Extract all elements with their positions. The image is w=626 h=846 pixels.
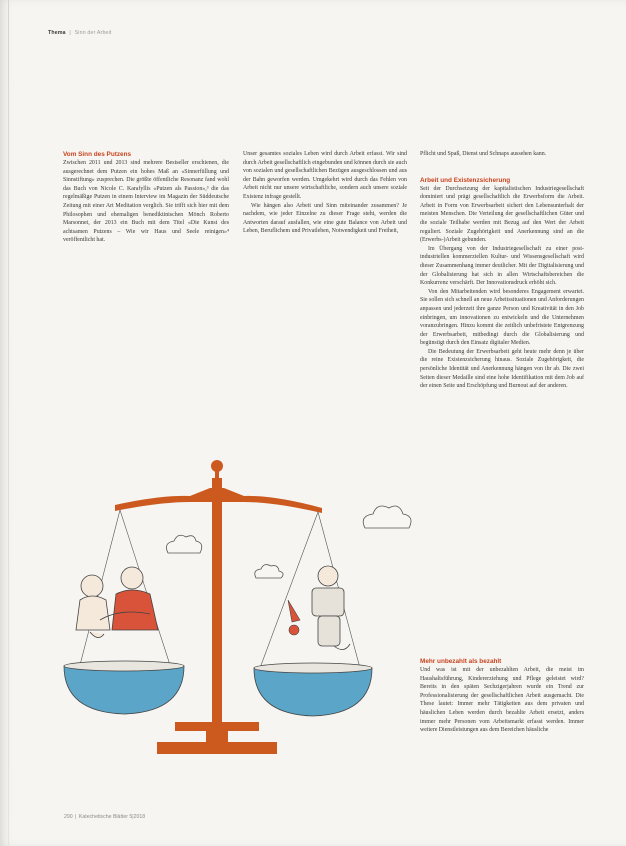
header-theme: Thema	[48, 30, 66, 36]
text-column-3	[420, 150, 584, 391]
paragraph: Zwischen 2011 und 2013 sind mehrere Bestseller erschienen, die ausgerechnet dem Putzen ein hohes Maß an «Sinnerfüllung und Sinnstiftung» zusprechen. Die größte öffentliche Resonanz fand wohl das Buch von Nicole C. Karafyllis «Putzen als Passion»,³ die das regelmäßige Putzen in einem Interview im Magazin der Süddeutsche Zeitung mit einer Art Meditation verglich. Sie trifft sich hier mit dem Philosophen und ehemaligen benediktinischen Mönch Roberto Marsonnet, der 2013 ein Buch mit dem Titel «Die Kunst des achtsamen Putzens – Wie wir Haus und Seele reinigen»⁴ veröffentlicht hat.	[63, 160, 229, 244]
section-heading-unbezahlt: Mehr unbezahlt als bezahlt	[420, 658, 502, 665]
left-scale-bowl	[64, 666, 184, 714]
right-scale-bowl	[254, 668, 372, 716]
scale-pillar	[157, 478, 277, 754]
cloud-icon	[166, 535, 201, 553]
section-heading-existenz: Arbeit und Existenzsicherung	[420, 176, 511, 184]
text-column-3-lower	[420, 657, 584, 735]
paragraph: Pflicht und Spaß, Dienst und Schnaps aussehen kann.	[420, 151, 547, 157]
page-number: 290	[64, 814, 73, 820]
paragraph: Unser gesamtes soziales Leben wird durch Arbeit erfasst. Wir sind durch Arbeit gesellschaftlich eingebunden und können durch sie auch von sozialen und gesellschaftlichen Bezügen ausgeschlossen und aus der Bahn geworfen werden. Umgekehrt wird durch das Fehlen von Arbeit nicht nur unsere wirtschaftliche, sondern auch unsere soziale Existenz infrage gestellt.	[243, 151, 407, 200]
page-footer	[64, 814, 145, 820]
balance-scale-illustration	[60, 450, 420, 795]
cloud-icon	[363, 506, 411, 528]
paragraph: Wie hängen also Arbeit und Sinn miteinander zusammen? Je nachdem, wie jeder Einzelne zu dieser Frage steht, werden die Antworten darauf ausfallen, wie eine gute Balance von Arbeit und Leben, Beruflichem und Privatleben, Notwendigkeit und Freiheit,	[243, 202, 407, 235]
text-column-2	[243, 150, 407, 236]
page-header	[48, 30, 112, 36]
paragraph: Und was ist mit der unbezahlten Arbeit, die meist im Haushaltsführung, Kindererziehung und Pflege geleistet wird? Bereits in den späten Sechzigerjahren wurde ein Trend zur Professionalisierung der gesellschaftlichen Arbeit ausgemacht. Die These lautet: Immer mehr Tätigkeiten aus dem privaten und häuslichen Leben werden durch bezahlte Arbeit ersetzt, anders immer mehr Personen vom Arbeitsmarkt erfasst werden. Immer weitere Dienstleistungen aus dem Bereichen häusliche	[420, 667, 584, 734]
left-figures	[76, 567, 158, 638]
publication-name: Katechetische Blätter 5|2018	[78, 814, 146, 820]
header-separator: |	[69, 30, 71, 36]
page-fold-line	[8, 0, 9, 846]
paragraph: Seit der Durchsetzung der kapitalistischen Industriegesellschaft dominiert und prägt gesellschaftlich die Erwerbsform die Arbeit. Arbeit in Form von Erwerbsarbeit sichert den Lebensunterhalt der meisten Menschen. Die Verteilung der gesellschaftlichen Güter und die soziale Teilhabe werden mit Bezug auf den Wert der Arbeit reguliert. Soziale Zugehörigkeit und Anerkennung sind an die (Erwerbs-)Arbeit gebunden.	[420, 185, 584, 244]
paragraph: Die Bedeutung der Erwerbsarbeit geht heute mehr denn je über die reine Existenzsicherung hinaus. Soziale Zugehörigkeit, die persönliche Identität und Anerkennung hängen von ihr ab. Die zwei Seiten dieser Medaille sind eine hohe Identifikation mit dem Job auf der einen Seite und Erschöpfung und Burnout auf der anderen.	[420, 348, 584, 390]
right-figures	[288, 566, 350, 650]
paragraph: Im Übergang von der Industriegesellschaft zu einer post-industriellen kommerziellen Kultur- und Wissensgesellschaft wird dieser Zusammenhang immer deutlicher. Mit der Digitalisierung und der Globalisierung hat sich in allen Wirtschaftsbereichen die Konkurrenz verschärft. Der Innovationsdruck erhöht sich.	[420, 245, 584, 287]
right-pan-strings	[260, 512, 360, 668]
cloud-icon	[255, 565, 283, 578]
section-heading-putzen: Vom Sinn des Putzens	[63, 151, 132, 158]
paragraph: Von den Mitarbeitenden wird besonderes Engagement erwartet. Sie sollen sich schnell an neue Arbeitssituationen und Anforderungen anpassen und jederzeit ihre ganze Person und Kreativität in den Job einbringen, um innovationen zu entwickeln und die Unternehmen voranzubringen. Hinzu kommt die zeitlich unbefristete Entgrenzung der Erwerbsarbeit, mitbedingt durch die Globalisierung und begünstigt durch den Einsatz digitaler Medien.	[420, 288, 584, 347]
header-topic: Sinn der Arbeit	[74, 30, 112, 36]
footer-separator: |	[75, 814, 77, 820]
text-column-1	[63, 150, 229, 245]
